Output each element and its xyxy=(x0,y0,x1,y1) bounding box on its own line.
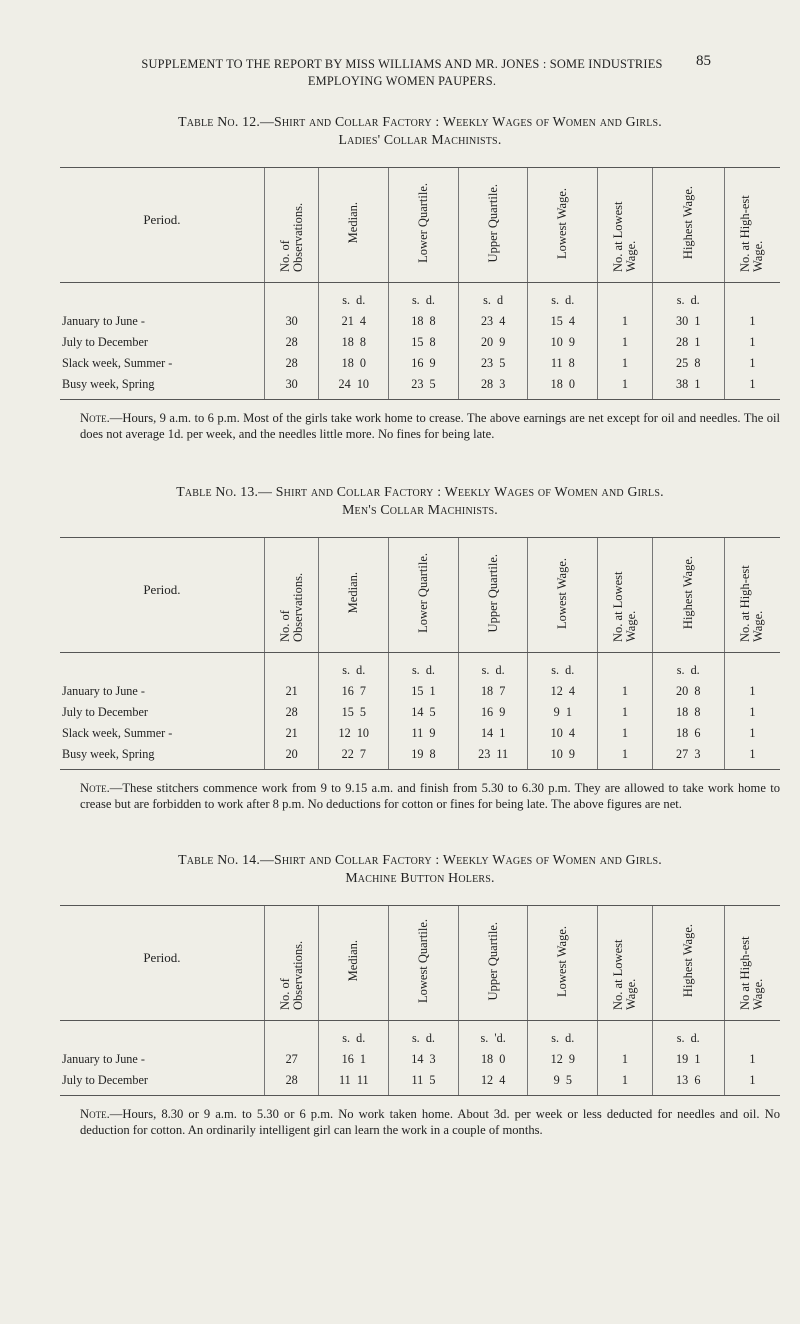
unit-cell: s. 'd. xyxy=(458,1021,528,1050)
value-cell: 1 xyxy=(724,681,780,702)
column-header xyxy=(319,168,389,283)
period-label: July to December xyxy=(62,1073,148,1087)
column-header xyxy=(319,906,389,1021)
column-header xyxy=(652,906,724,1021)
value-cell: 10 4 xyxy=(528,723,598,744)
column-header-label: No. of Observations. xyxy=(277,940,305,1010)
column-header-label: Lower Quartile. xyxy=(415,553,430,633)
table-subtitle: Machine Button Holers. xyxy=(345,870,495,885)
unit-cell: s. d. xyxy=(319,653,389,682)
column-header xyxy=(724,538,780,653)
column-header xyxy=(458,906,528,1021)
note-label: Note. xyxy=(80,781,110,795)
column-header-label: Lowest Wage. xyxy=(555,557,570,629)
note-label: Note. xyxy=(80,411,110,425)
value-cell: 38 1 xyxy=(652,374,724,400)
column-header xyxy=(598,168,653,283)
unit-cell: s. d. xyxy=(389,653,459,682)
period-label: January to June - xyxy=(62,684,145,698)
value-cell: 11 9 xyxy=(389,723,459,744)
column-header-label: No at High-est Wage. xyxy=(738,936,766,1010)
unit-cell xyxy=(598,653,653,682)
value-cell: 1 xyxy=(724,744,780,770)
period-cell xyxy=(60,702,264,723)
value-cell: 19 1 xyxy=(652,1049,724,1070)
column-header xyxy=(598,906,653,1021)
column-header-label: Highest Wage. xyxy=(680,186,695,260)
value-cell: 15 4 xyxy=(528,311,598,332)
value-cell: 14 5 xyxy=(389,702,459,723)
column-header-label: Upper Quartile. xyxy=(485,553,500,633)
column-header-label: Upper Quartile. xyxy=(485,183,500,263)
note-text: —Hours, 9 a.m. to 6 p.m. Most of the girls take work home to crease. The above earnings are net except for oil and needles. The oil does not average 1d. per week, and the needles little more. No fines for being late. xyxy=(80,411,780,441)
wage-table xyxy=(60,905,780,1096)
unit-cell: s. d. xyxy=(389,283,459,312)
table-title: — Shirt and Collar Factory : Weekly Wages of Women and Girls. xyxy=(258,484,664,499)
value-cell: 1 xyxy=(598,702,653,723)
unit-cell: s. d. xyxy=(528,283,598,312)
unit-cell: s. d xyxy=(458,283,528,312)
column-header xyxy=(264,906,319,1021)
table-row xyxy=(60,311,780,332)
column-header-label: Lowest Wage. xyxy=(555,187,570,259)
period-label: Slack week, Summer - xyxy=(62,726,173,740)
value-cell: 18 7 xyxy=(458,681,528,702)
value-cell: 21 xyxy=(264,681,319,702)
column-header xyxy=(319,538,389,653)
value-cell: 18 0 xyxy=(528,374,598,400)
value-cell: 19 8 xyxy=(389,744,459,770)
column-header xyxy=(389,168,459,283)
value-cell: 16 9 xyxy=(389,353,459,374)
note-text: —These stitchers commence work from 9 to 9.15 a.m. and finish from 5.30 to 6.30 p.m. They are allowed to take work home to crease but are forbidden to work after 8 p.m. No deductions for cotton or fines for being late. The above figures are net. xyxy=(80,781,780,811)
period-cell xyxy=(60,681,264,702)
value-cell: 18 0 xyxy=(458,1049,528,1070)
table-note xyxy=(60,1107,780,1138)
value-cell: 1 xyxy=(724,332,780,353)
value-cell: 16 9 xyxy=(458,702,528,723)
unit-cell: s. d. xyxy=(528,653,598,682)
value-cell: 28 xyxy=(264,702,319,723)
unit-cell xyxy=(724,283,780,312)
column-header-label: Upper Quartile. xyxy=(485,921,500,1001)
value-cell: 15 8 xyxy=(389,332,459,353)
value-cell: 28 1 xyxy=(652,332,724,353)
column-header xyxy=(528,906,598,1021)
period-cell xyxy=(60,744,264,770)
running-head xyxy=(0,52,800,92)
column-header xyxy=(598,538,653,653)
table-caption xyxy=(60,851,780,887)
header-row xyxy=(60,538,780,653)
header-row xyxy=(60,906,780,1021)
period-cell xyxy=(60,332,264,353)
value-cell: 23 4 xyxy=(458,311,528,332)
value-cell: 30 xyxy=(264,374,319,400)
value-cell: 11 5 xyxy=(389,1070,459,1096)
table-number: Table No. 12. xyxy=(178,114,260,129)
value-cell: 9 5 xyxy=(528,1070,598,1096)
value-cell: 21 xyxy=(264,723,319,744)
column-header xyxy=(724,906,780,1021)
unit-cell xyxy=(60,283,264,312)
value-cell: 23 5 xyxy=(389,374,459,400)
value-cell: 1 xyxy=(598,353,653,374)
table-row xyxy=(60,681,780,702)
note-label: Note. xyxy=(80,1107,110,1121)
table-note xyxy=(60,781,780,812)
value-cell: 1 xyxy=(724,353,780,374)
column-header xyxy=(458,168,528,283)
column-header: Period. xyxy=(60,538,264,653)
value-cell: 28 xyxy=(264,353,319,374)
column-header-label: Median. xyxy=(346,572,361,614)
column-header-label: No. at Lowest Wage. xyxy=(610,201,638,272)
value-cell: 1 xyxy=(724,1070,780,1096)
unit-cell xyxy=(598,283,653,312)
units-row xyxy=(60,653,780,682)
value-cell: 1 xyxy=(598,311,653,332)
value-cell: 20 xyxy=(264,744,319,770)
table-title: —Shirt and Collar Factory : Weekly Wages of Women and Girls. xyxy=(259,852,662,867)
column-header xyxy=(652,538,724,653)
period-cell xyxy=(60,374,264,400)
table-number: Table No. 14. xyxy=(178,852,260,867)
value-cell: 28 xyxy=(264,1070,319,1096)
column-header-label: Lower Quartile. xyxy=(415,183,430,263)
wage-table-block xyxy=(60,851,780,1138)
running-title xyxy=(112,56,692,90)
unit-cell: s. d. xyxy=(652,283,724,312)
column-header-label: No. at High-est Wage. xyxy=(738,565,766,642)
value-cell: 1 xyxy=(724,311,780,332)
page-number: 85 xyxy=(696,53,711,69)
value-cell: 14 3 xyxy=(389,1049,459,1070)
table-number: Table No. 13. xyxy=(176,484,259,499)
wage-table xyxy=(60,167,780,400)
period-cell xyxy=(60,353,264,374)
table-subtitle: Ladies' Collar Machinists. xyxy=(338,132,502,147)
column-header-label: Median. xyxy=(346,940,361,982)
value-cell: 9 1 xyxy=(528,702,598,723)
value-cell: 1 xyxy=(598,1070,653,1096)
period-label: Busy week, Spring xyxy=(62,747,155,761)
table-caption xyxy=(60,113,780,149)
value-cell: 23 5 xyxy=(458,353,528,374)
value-cell: 12 9 xyxy=(528,1049,598,1070)
column-header: Period. xyxy=(60,906,264,1021)
column-header-label: Lowest Wage. xyxy=(555,925,570,997)
value-cell: 1 xyxy=(724,702,780,723)
column-header-label: Median. xyxy=(346,202,361,244)
value-cell: 12 4 xyxy=(458,1070,528,1096)
value-cell: 13 6 xyxy=(652,1070,724,1096)
value-cell: 1 xyxy=(598,374,653,400)
value-cell: 21 4 xyxy=(319,311,389,332)
value-cell: 1 xyxy=(598,1049,653,1070)
column-header xyxy=(528,538,598,653)
value-cell: 25 8 xyxy=(652,353,724,374)
value-cell: 1 xyxy=(598,723,653,744)
column-header-label: No. at Lowest Wage. xyxy=(610,571,638,642)
table-row xyxy=(60,374,780,400)
table-row xyxy=(60,1070,780,1096)
value-cell: 16 7 xyxy=(319,681,389,702)
unit-cell xyxy=(60,1021,264,1050)
running-title-line-2: EMPLOYING WOMEN PAUPERS. xyxy=(307,74,497,88)
unit-cell: s. d. xyxy=(458,653,528,682)
value-cell: 11 8 xyxy=(528,353,598,374)
value-cell: 1 xyxy=(724,723,780,744)
period-label: Busy week, Spring xyxy=(62,377,155,391)
column-header xyxy=(652,168,724,283)
period-label: January to June - xyxy=(62,1052,145,1066)
period-cell xyxy=(60,1049,264,1070)
table-row xyxy=(60,332,780,353)
column-header xyxy=(264,538,319,653)
unit-cell xyxy=(598,1021,653,1050)
unit-cell: s. d. xyxy=(319,283,389,312)
value-cell: 1 xyxy=(598,744,653,770)
value-cell: 12 4 xyxy=(528,681,598,702)
value-cell: 11 11 xyxy=(319,1070,389,1096)
value-cell: 15 5 xyxy=(319,702,389,723)
unit-cell: s. d. xyxy=(528,1021,598,1050)
period-label: July to December xyxy=(62,705,148,719)
column-header-label: No. of Observations. xyxy=(277,572,305,642)
value-cell: 28 3 xyxy=(458,374,528,400)
period-label: January to June - xyxy=(62,314,145,328)
unit-cell xyxy=(264,283,319,312)
column-header xyxy=(389,538,459,653)
column-header xyxy=(724,168,780,283)
column-header: Period. xyxy=(60,168,264,283)
column-header xyxy=(458,538,528,653)
value-cell: 10 9 xyxy=(528,332,598,353)
wage-table-block xyxy=(60,113,780,442)
table-row xyxy=(60,702,780,723)
unit-cell xyxy=(264,653,319,682)
value-cell: 27 3 xyxy=(652,744,724,770)
unit-cell xyxy=(724,653,780,682)
table-row xyxy=(60,723,780,744)
value-cell: 14 1 xyxy=(458,723,528,744)
table-row xyxy=(60,353,780,374)
value-cell: 30 1 xyxy=(652,311,724,332)
column-header-label: Lowest Quartile. xyxy=(415,918,430,1003)
value-cell: 18 8 xyxy=(652,702,724,723)
unit-cell: s. d. xyxy=(652,653,724,682)
units-row xyxy=(60,283,780,312)
value-cell: 18 8 xyxy=(389,311,459,332)
period-label: Slack week, Summer - xyxy=(62,356,173,370)
value-cell: 30 xyxy=(264,311,319,332)
value-cell: 1 xyxy=(598,332,653,353)
value-cell: 1 xyxy=(724,374,780,400)
value-cell: 18 6 xyxy=(652,723,724,744)
period-cell xyxy=(60,311,264,332)
value-cell: 20 9 xyxy=(458,332,528,353)
header-row xyxy=(60,168,780,283)
unit-cell xyxy=(60,653,264,682)
period-cell xyxy=(60,723,264,744)
column-header xyxy=(528,168,598,283)
value-cell: 16 1 xyxy=(319,1049,389,1070)
value-cell: 1 xyxy=(598,681,653,702)
unit-cell xyxy=(724,1021,780,1050)
column-header-label: Highest Wage. xyxy=(680,924,695,998)
wage-table xyxy=(60,537,780,770)
column-header-label: No. at Lowest Wage. xyxy=(610,939,638,1010)
column-header xyxy=(389,906,459,1021)
column-header-label: No. of Observations. xyxy=(277,202,305,272)
running-title-line-1: SUPPLEMENT TO THE REPORT BY MISS WILLIAMS AND MR. JONES : SOME INDUSTRIES xyxy=(141,57,663,71)
table-caption xyxy=(60,483,780,519)
table-subtitle: Men's Collar Machinists. xyxy=(342,502,498,517)
unit-cell: s. d. xyxy=(389,1021,459,1050)
table-row xyxy=(60,744,780,770)
table-title: —Shirt and Collar Factory : Weekly Wages of Women and Girls. xyxy=(259,114,662,129)
value-cell: 22 7 xyxy=(319,744,389,770)
units-row xyxy=(60,1021,780,1050)
value-cell: 20 8 xyxy=(652,681,724,702)
note-text: —Hours, 8.30 or 9 a.m. to 5.30 or 6 p.m. No work taken home. About 3d. per week or less deducted for needles and oil. No deduction for cotton. An ordinarily intelligent girl can learn the work in a couple of months. xyxy=(80,1107,780,1137)
value-cell: 28 xyxy=(264,332,319,353)
value-cell: 15 1 xyxy=(389,681,459,702)
value-cell: 1 xyxy=(724,1049,780,1070)
unit-cell xyxy=(264,1021,319,1050)
unit-cell: s. d. xyxy=(319,1021,389,1050)
column-header-label: Highest Wage. xyxy=(680,556,695,630)
value-cell: 12 10 xyxy=(319,723,389,744)
table-note xyxy=(60,411,780,442)
unit-cell: s. d. xyxy=(652,1021,724,1050)
column-header xyxy=(264,168,319,283)
table-row xyxy=(60,1049,780,1070)
value-cell: 24 10 xyxy=(319,374,389,400)
value-cell: 10 9 xyxy=(528,744,598,770)
period-cell xyxy=(60,1070,264,1096)
column-header-label: No. at High-est Wage. xyxy=(738,195,766,272)
value-cell: 27 xyxy=(264,1049,319,1070)
value-cell: 18 0 xyxy=(319,353,389,374)
wage-table-block xyxy=(60,483,780,812)
period-label: July to December xyxy=(62,335,148,349)
value-cell: 23 11 xyxy=(458,744,528,770)
value-cell: 18 8 xyxy=(319,332,389,353)
